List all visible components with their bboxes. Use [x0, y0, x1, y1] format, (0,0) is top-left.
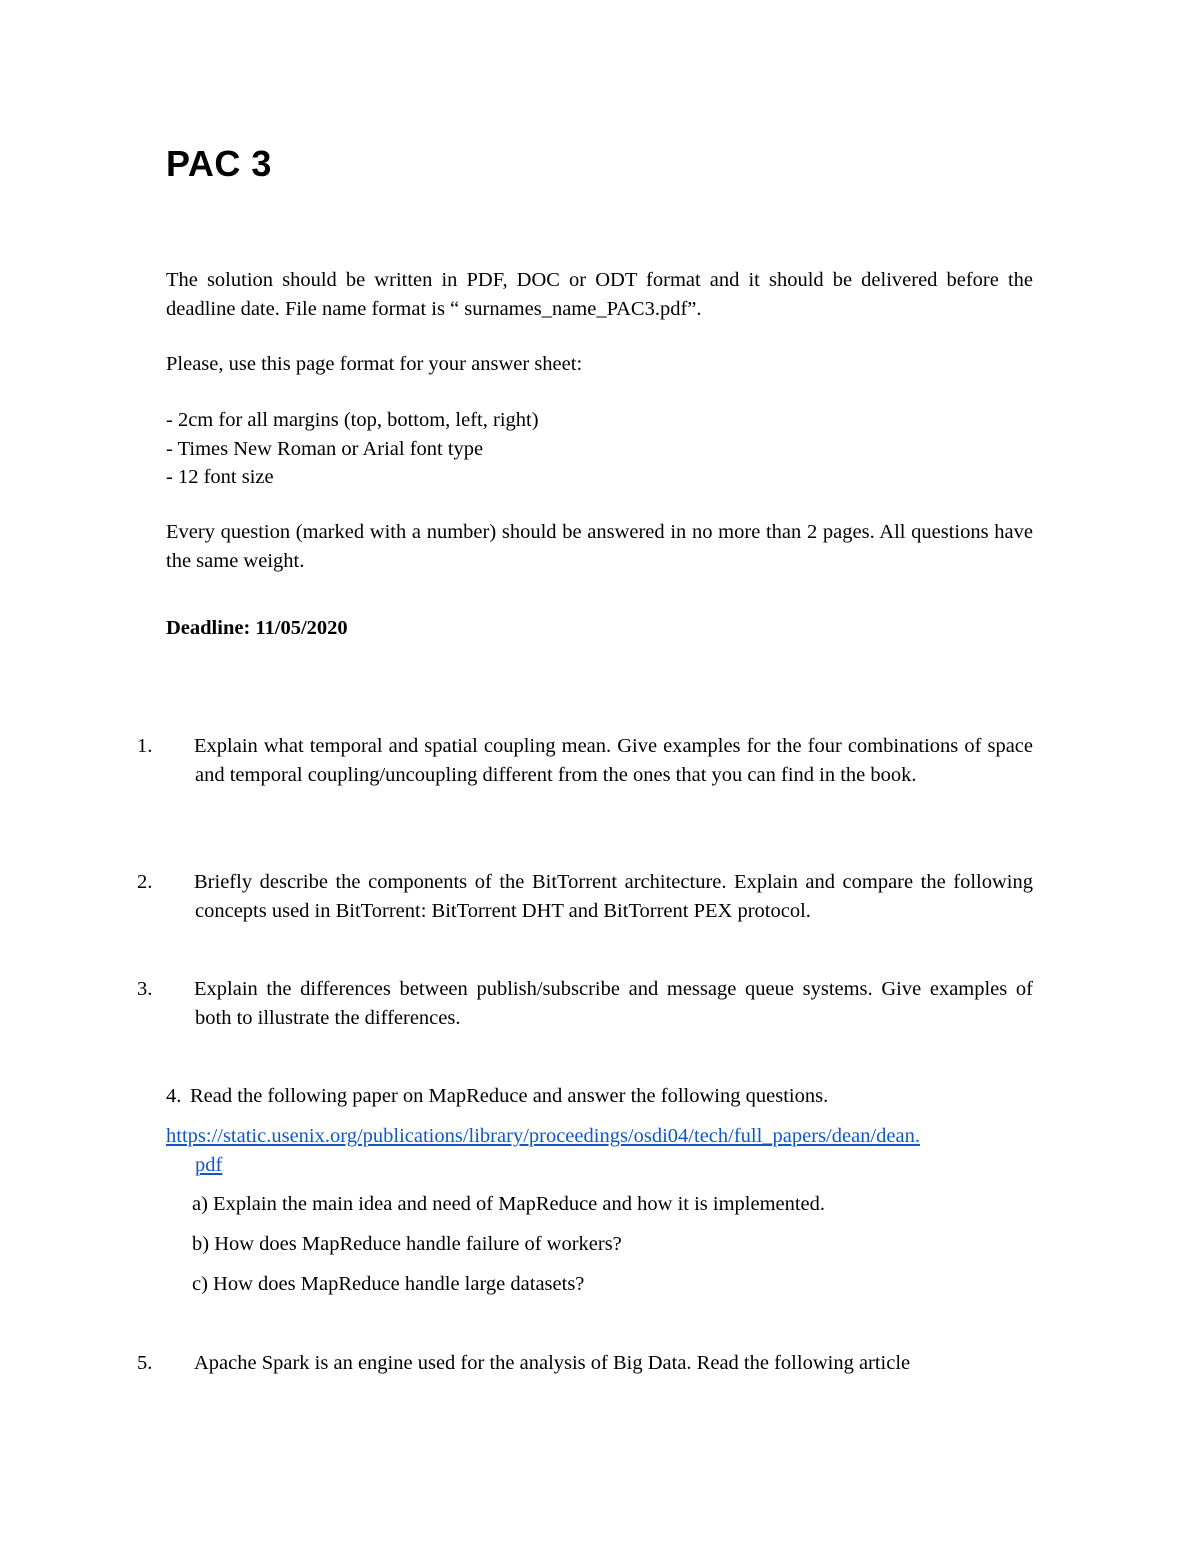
- paper-link-line-1: https://static.usenix.org/publications/library/proceedings/osdi04/tech/full_papers/dean/dean.: [166, 1125, 920, 1147]
- weight-note: Every question (marked with a number) should be answered in no more than 2 pages. All questions have the same weight.: [166, 521, 1033, 572]
- format-item-font-size: - 12 font size: [166, 466, 274, 488]
- question-5: [137, 1349, 1033, 1378]
- format-item-font-type: - Times New Roman or Arial font type: [166, 437, 484, 460]
- question-text: Read the following paper on MapReduce and answer the following questions.: [190, 1085, 829, 1107]
- paper-link-block: [166, 1122, 1033, 1179]
- paper-link-continuation[interactable]: [166, 1151, 1033, 1180]
- question-number: 2.: [137, 871, 153, 893]
- format-list: [166, 406, 1033, 492]
- question-number: 1.: [137, 735, 153, 757]
- paper-link-line-2: pdf: [195, 1153, 223, 1176]
- format-prompt: Please, use this page format for your answer sheet:: [166, 353, 583, 375]
- question-3: [137, 975, 1033, 1032]
- question-number: 4.: [166, 1085, 182, 1107]
- question-text: Explain the differences between publish/subscribe and message queue systems. Give examples of both to illustrate the differences.: [194, 978, 1033, 1029]
- intro-paragraph: The solution should be written in PDF, DOC or ODT format and it should be delivered before the deadline date. File name format is “ surnames_name_PAC3.pdf”.: [166, 269, 1033, 320]
- question-4: [166, 1082, 1033, 1111]
- subquestion-a: a) Explain the main idea and need of MapReduce and how it is implemented.: [192, 1193, 826, 1215]
- format-item-margins: - 2cm for all margins (top, bottom, left, right): [166, 409, 539, 431]
- question-number: 3.: [137, 978, 153, 1000]
- question-text: Explain what temporal and spatial coupling mean. Give examples for the four combinations of space and temporal coupling/uncoupling different from the ones that you can find in the book.: [194, 735, 1033, 786]
- question-number: 5.: [137, 1352, 153, 1374]
- question-2: [137, 868, 1033, 925]
- subquestion-b: b) How does MapReduce handle failure of workers?: [192, 1233, 622, 1255]
- deadline: Deadline: 11/05/2020: [166, 617, 348, 639]
- question-text: Briefly describe the components of the BitTorrent architecture. Explain and compare the following concepts used in BitTorrent: BitTorrent DHT and BitTorrent PEX protocol.: [194, 871, 1033, 922]
- question-text: Apache Spark is an engine used for the analysis of Big Data. Read the following article: [194, 1352, 911, 1374]
- subquestion-c: c) How does MapReduce handle large datasets?: [192, 1273, 585, 1295]
- paper-link[interactable]: [166, 1122, 1033, 1151]
- page-title: PAC 3: [166, 143, 272, 184]
- question-1: [137, 732, 1033, 789]
